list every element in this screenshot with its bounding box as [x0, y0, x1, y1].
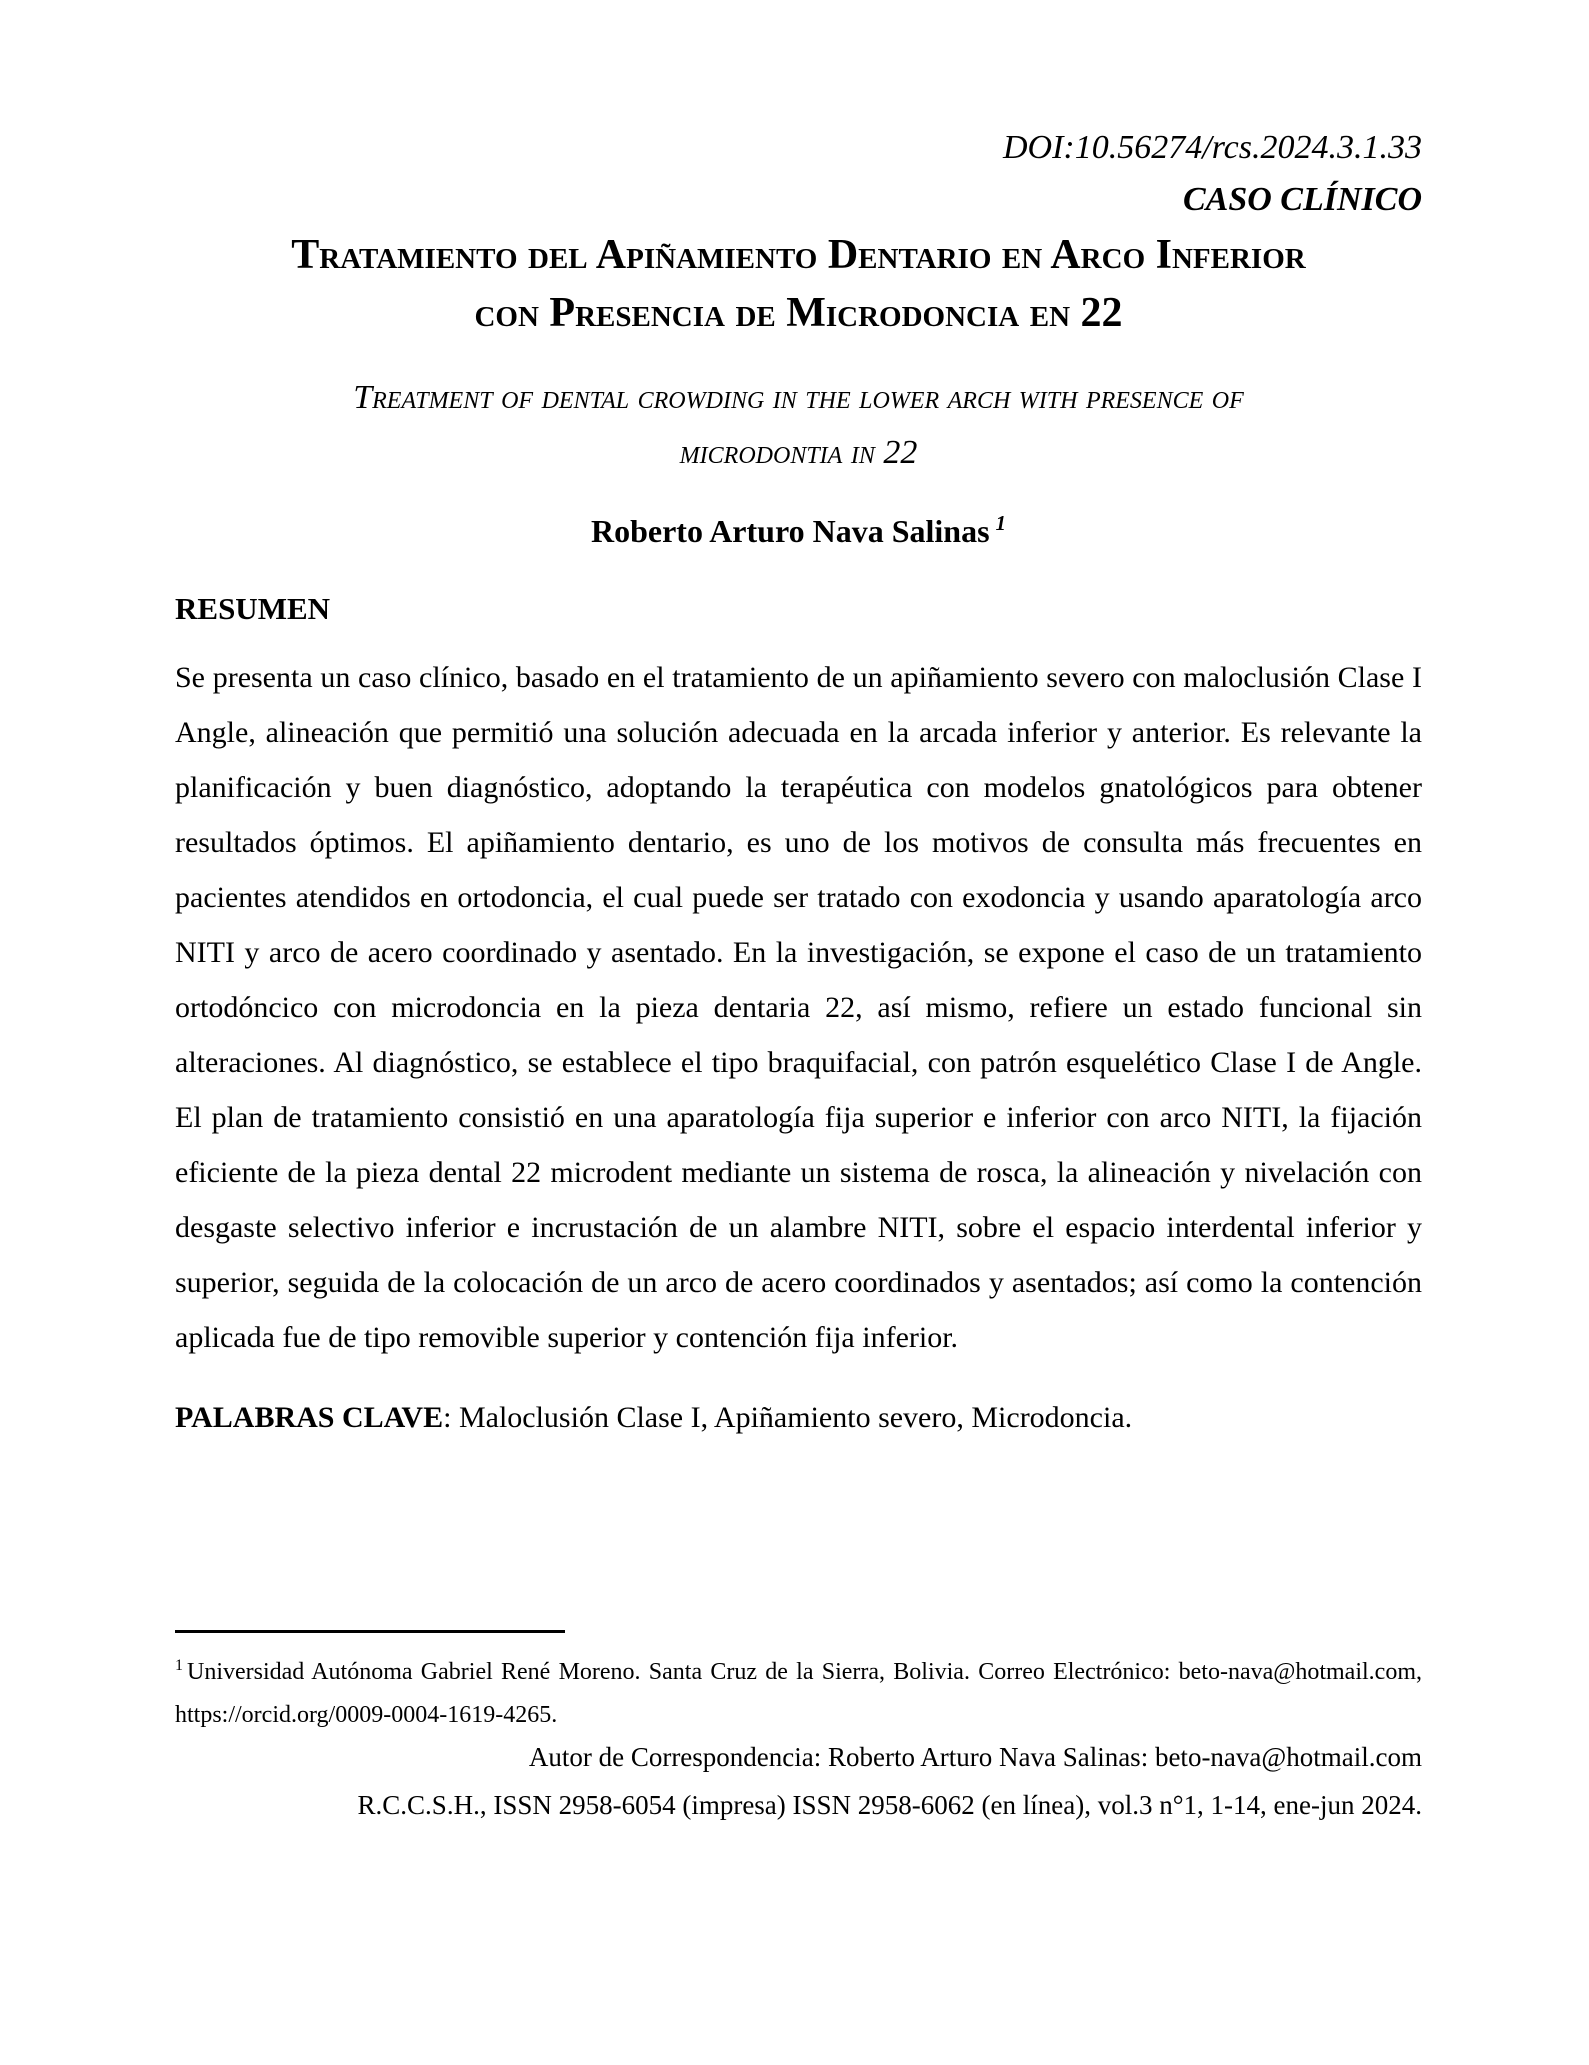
affiliation-email-link[interactable]: beto-nava@hotmail.com [1178, 1659, 1416, 1685]
article-title-english [175, 370, 1422, 480]
affiliation-text: Universidad Autónoma Gabriel René Moreno. Santa Cruz de la Sierra, Bolivia. Correo Electrónico: [187, 1659, 1179, 1685]
keywords-line [175, 1395, 1422, 1441]
author-name: Roberto Arturo Nava Salinas [590, 513, 990, 549]
correspondence-label: Autor de Correspondencia: Roberto Arturo Nava Salinas: [528, 1742, 1155, 1772]
keywords-list: : Maloclusión Clase I, Apiñamiento severo, Microdoncia. [443, 1401, 1133, 1434]
article-title-english-line2: microdontia in 22 [679, 434, 918, 471]
footnote-marker: 1 [175, 1657, 183, 1674]
correspondence-email-link[interactable]: beto-nava@hotmail.com [1154, 1742, 1422, 1772]
article-title-spanish [175, 226, 1422, 342]
article-type-label: CASO CLÍNICO [1182, 181, 1422, 218]
article-title-spanish-line1: Tratamiento del Apiñamiento Dentario en Arco Inferior [291, 232, 1306, 278]
article-title-english-line1: Treatment of dental crowding in the lower arch with presence of [353, 379, 1244, 416]
keywords-label: PALABRAS CLAVE [175, 1401, 444, 1434]
author-footnote-ref: 1 [995, 511, 1007, 536]
doi-line: DOI:10.56274/rcs.2024.3.1.33 [1003, 129, 1422, 166]
footnote-line1-tail: , [1416, 1659, 1422, 1685]
author-line [175, 508, 1422, 554]
journal-info-line: R.C.C.S.H., ISSN 2958-6054 (impresa) ISSN 2958-6062 (en línea), vol.3 n°1, 1-14, ene-jun 2024. [357, 1790, 1422, 1820]
article-title-spanish-line2: con Presencia de Microdoncia en 22 [474, 290, 1123, 336]
orcid-link[interactable]: https://orcid.org/0009-0004-1619-4265 [175, 1702, 552, 1728]
footnote-line1 [175, 1651, 1422, 1694]
section-heading-resumen: RESUMEN [175, 591, 331, 626]
footnote-separator [175, 1630, 565, 1633]
correspondence-line [175, 1737, 1422, 1777]
footnote [175, 1651, 1422, 1737]
footnote-line2 [175, 1694, 1422, 1737]
footnote-line2-tail: . [551, 1702, 558, 1728]
abstract-paragraph: Se presenta un caso clínico, basado en el tratamiento de un apiñamiento severo con maloclusión Clase I Angle, alineación que permitió una solución adecuada en la arcada inferior y anterior. Es relevante la planificación y buen diagnóstico, adoptando la terapéutica con modelos gnatológicos para obtener resultados óptimos. El apiñamiento dentario, es uno de los motivos de consulta más frecuentes en pacientes atendidos en ortodoncia, el cual puede ser tratado con exodoncia y usando aparatología arco NITI y arco de acero coordinado y asentado. En la investigación, se expone el caso de un tratamiento ortodóncico con microdoncia en la pieza dentaria 22, así mismo, refiere un estado funcional sin alteraciones. Al diagnóstico, se establece el tipo braquifacial, con patrón esquelético Clase I de Angle. El plan de tratamiento consistió en una aparatología fija superior e inferior con arco NITI, la fijación eficiente de la pieza dental 22 microdent mediante un sistema de rosca, la alineación y nivelación con desgaste selectivo inferior e incrustación de un alambre NITI, sobre el espacio interdental inferior y superior, seguida de la colocación de un arco de acero coordinados y asentados; así como la contención aplicada fue de tipo removible superior y contención fija inferior. [175, 661, 1422, 1354]
